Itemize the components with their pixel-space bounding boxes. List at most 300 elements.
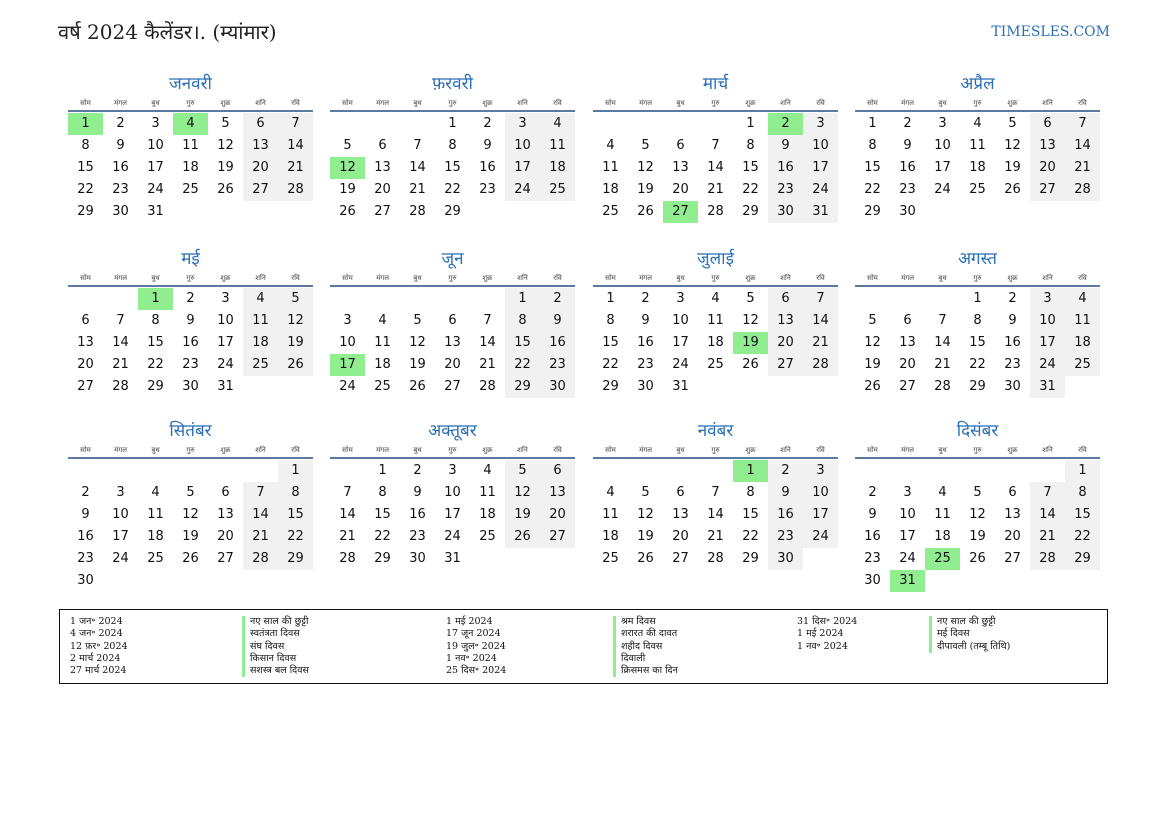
day-cell[interactable]: 11 bbox=[707, 313, 724, 328]
day-cell[interactable]: 20 bbox=[374, 182, 391, 197]
day-cell[interactable]: 26 bbox=[969, 551, 986, 566]
day-cell[interactable]: 10 bbox=[444, 485, 461, 500]
day-cell[interactable]: 4 bbox=[606, 138, 615, 153]
day-cell[interactable]: 13 bbox=[243, 135, 278, 157]
day-cell[interactable]: 15 bbox=[602, 335, 619, 350]
day-cell[interactable]: 12 bbox=[505, 482, 540, 504]
day-cell[interactable]: 27 bbox=[663, 201, 698, 223]
day-cell[interactable]: 14 bbox=[934, 335, 951, 350]
day-cell[interactable]: 31 bbox=[890, 570, 925, 592]
day-cell[interactable]: 5 bbox=[343, 138, 352, 153]
day-cell[interactable]: 21 bbox=[1030, 526, 1065, 548]
day-cell[interactable]: 15 bbox=[969, 335, 986, 350]
day-cell[interactable]: 11 bbox=[934, 507, 951, 522]
day-cell[interactable]: 14 bbox=[409, 160, 426, 175]
day-cell[interactable]: 25 bbox=[969, 182, 986, 197]
day-cell[interactable]: 29 bbox=[147, 379, 164, 394]
day-cell[interactable]: 26 bbox=[637, 204, 654, 219]
day-cell[interactable]: 16 bbox=[182, 335, 199, 350]
day-cell[interactable]: 7 bbox=[1065, 113, 1100, 135]
day-cell[interactable]: 23 bbox=[409, 529, 426, 544]
day-cell[interactable]: 21 bbox=[339, 529, 356, 544]
day-cell[interactable]: 24 bbox=[803, 179, 838, 201]
day-cell[interactable]: 13 bbox=[374, 160, 391, 175]
day-cell[interactable]: 22 bbox=[602, 357, 619, 372]
day-cell[interactable]: 20 bbox=[444, 357, 461, 372]
day-cell[interactable]: 28 bbox=[112, 379, 129, 394]
day-cell[interactable]: 17 bbox=[803, 504, 838, 526]
day-cell[interactable]: 25 bbox=[1065, 354, 1100, 376]
day-cell[interactable]: 12 bbox=[969, 507, 986, 522]
day-cell[interactable]: 10 bbox=[803, 135, 838, 157]
day-cell[interactable]: 12 bbox=[1004, 138, 1021, 153]
day-cell[interactable]: 21 bbox=[278, 157, 313, 179]
day-cell[interactable]: 6 bbox=[81, 313, 90, 328]
day-cell[interactable]: 28 bbox=[934, 379, 951, 394]
day-cell[interactable]: 8 bbox=[505, 310, 540, 332]
day-cell[interactable]: 15 bbox=[864, 160, 881, 175]
day-cell[interactable]: 10 bbox=[147, 138, 164, 153]
day-cell[interactable]: 30 bbox=[899, 204, 916, 219]
day-cell[interactable]: 10 bbox=[899, 507, 916, 522]
day-cell[interactable]: 4 bbox=[378, 313, 387, 328]
site-link[interactable]: TIMESLES.COM bbox=[991, 24, 1110, 40]
day-cell[interactable]: 24 bbox=[339, 379, 356, 394]
day-cell[interactable]: 14 bbox=[479, 335, 496, 350]
day-cell[interactable]: 6 bbox=[768, 288, 803, 310]
day-cell[interactable]: 30 bbox=[768, 201, 803, 223]
day-cell[interactable]: 18 bbox=[602, 182, 619, 197]
day-cell[interactable]: 2 bbox=[81, 485, 90, 500]
day-cell[interactable]: 23 bbox=[768, 526, 803, 548]
day-cell[interactable]: 27 bbox=[1030, 179, 1065, 201]
day-cell[interactable]: 1 bbox=[973, 291, 982, 306]
day-cell[interactable]: 30 bbox=[182, 379, 199, 394]
day-cell[interactable]: 12 bbox=[637, 507, 654, 522]
day-cell[interactable]: 29 bbox=[864, 204, 881, 219]
day-cell[interactable]: 21 bbox=[707, 529, 724, 544]
day-cell[interactable]: 27 bbox=[444, 379, 461, 394]
day-cell[interactable]: 8 bbox=[151, 313, 160, 328]
day-cell[interactable]: 27 bbox=[217, 551, 234, 566]
day-cell[interactable]: 3 bbox=[116, 485, 125, 500]
day-cell[interactable]: 16 bbox=[1004, 335, 1021, 350]
day-cell[interactable]: 30 bbox=[637, 379, 654, 394]
day-cell[interactable]: 7 bbox=[803, 288, 838, 310]
day-cell[interactable]: 7 bbox=[938, 313, 947, 328]
day-cell[interactable]: 28 bbox=[707, 204, 724, 219]
day-cell[interactable]: 23 bbox=[768, 179, 803, 201]
day-cell[interactable]: 27 bbox=[899, 379, 916, 394]
day-cell[interactable]: 2 bbox=[1008, 291, 1017, 306]
day-cell[interactable]: 29 bbox=[969, 379, 986, 394]
day-cell[interactable]: 18 bbox=[707, 335, 724, 350]
day-cell[interactable]: 18 bbox=[969, 160, 986, 175]
day-cell[interactable]: 13 bbox=[768, 310, 803, 332]
day-cell[interactable]: 25 bbox=[602, 204, 619, 219]
day-cell[interactable]: 5 bbox=[641, 138, 650, 153]
day-cell[interactable]: 23 bbox=[112, 182, 129, 197]
day-cell[interactable]: 24 bbox=[934, 182, 951, 197]
day-cell[interactable]: 4 bbox=[606, 485, 615, 500]
day-cell[interactable]: 8 bbox=[81, 138, 90, 153]
day-cell[interactable]: 30 bbox=[112, 204, 129, 219]
day-cell[interactable]: 20 bbox=[899, 357, 916, 372]
day-cell[interactable]: 17 bbox=[672, 335, 689, 350]
day-cell[interactable]: 2 bbox=[903, 116, 912, 131]
day-cell[interactable]: 16 bbox=[77, 529, 94, 544]
day-cell[interactable]: 6 bbox=[1030, 113, 1065, 135]
day-cell[interactable]: 18 bbox=[479, 507, 496, 522]
day-cell[interactable]: 6 bbox=[540, 460, 575, 482]
day-cell[interactable]: 23 bbox=[479, 182, 496, 197]
day-cell[interactable]: 24 bbox=[672, 357, 689, 372]
day-cell[interactable]: 11 bbox=[540, 135, 575, 157]
day-cell[interactable]: 26 bbox=[637, 551, 654, 566]
day-cell[interactable]: 20 bbox=[243, 157, 278, 179]
day-cell[interactable]: 10 bbox=[339, 335, 356, 350]
day-cell[interactable]: 6 bbox=[676, 485, 685, 500]
day-cell[interactable]: 30 bbox=[864, 573, 881, 588]
day-cell[interactable]: 24 bbox=[444, 529, 461, 544]
day-cell[interactable]: 20 bbox=[217, 529, 234, 544]
day-cell[interactable]: 29 bbox=[444, 204, 461, 219]
day-cell[interactable]: 7 bbox=[116, 313, 125, 328]
day-cell[interactable]: 5 bbox=[278, 288, 313, 310]
day-cell[interactable]: 12 bbox=[278, 310, 313, 332]
day-cell[interactable]: 11 bbox=[374, 335, 391, 350]
day-cell[interactable]: 14 bbox=[707, 507, 724, 522]
day-cell[interactable]: 4 bbox=[973, 116, 982, 131]
day-cell[interactable]: 12 bbox=[330, 157, 365, 179]
day-cell[interactable]: 30 bbox=[1004, 379, 1021, 394]
day-cell[interactable]: 23 bbox=[182, 357, 199, 372]
day-cell[interactable]: 13 bbox=[444, 335, 461, 350]
day-cell[interactable]: 15 bbox=[1065, 504, 1100, 526]
day-cell[interactable]: 15 bbox=[77, 160, 94, 175]
day-cell[interactable]: 1 bbox=[505, 288, 540, 310]
day-cell[interactable]: 15 bbox=[444, 160, 461, 175]
day-cell[interactable]: 11 bbox=[182, 138, 199, 153]
day-cell[interactable]: 18 bbox=[147, 529, 164, 544]
day-cell[interactable]: 18 bbox=[934, 529, 951, 544]
day-cell[interactable]: 26 bbox=[1004, 182, 1021, 197]
day-cell[interactable]: 16 bbox=[637, 335, 654, 350]
day-cell[interactable]: 14 bbox=[243, 504, 278, 526]
day-cell[interactable]: 25 bbox=[925, 548, 960, 570]
day-cell[interactable]: 2 bbox=[768, 460, 803, 482]
day-cell[interactable]: 12 bbox=[864, 335, 881, 350]
day-cell[interactable]: 18 bbox=[182, 160, 199, 175]
day-cell[interactable]: 20 bbox=[540, 504, 575, 526]
day-cell[interactable]: 19 bbox=[864, 357, 881, 372]
day-cell[interactable]: 7 bbox=[711, 485, 720, 500]
day-cell[interactable]: 13 bbox=[672, 160, 689, 175]
day-cell[interactable]: 25 bbox=[707, 357, 724, 372]
day-cell[interactable]: 12 bbox=[742, 313, 759, 328]
day-cell[interactable]: 8 bbox=[606, 313, 615, 328]
day-cell[interactable]: 4 bbox=[151, 485, 160, 500]
day-cell[interactable]: 14 bbox=[112, 335, 129, 350]
day-cell[interactable]: 26 bbox=[217, 182, 234, 197]
day-cell[interactable]: 16 bbox=[540, 332, 575, 354]
day-cell[interactable]: 9 bbox=[768, 482, 803, 504]
day-cell[interactable]: 11 bbox=[479, 485, 496, 500]
day-cell[interactable]: 1 bbox=[68, 113, 103, 135]
day-cell[interactable]: 1 bbox=[378, 463, 387, 478]
day-cell[interactable]: 31 bbox=[672, 379, 689, 394]
day-cell[interactable]: 19 bbox=[1004, 160, 1021, 175]
day-cell[interactable]: 5 bbox=[186, 485, 195, 500]
day-cell[interactable]: 3 bbox=[1030, 288, 1065, 310]
day-cell[interactable]: 26 bbox=[339, 204, 356, 219]
day-cell[interactable]: 25 bbox=[374, 379, 391, 394]
day-cell[interactable]: 31 bbox=[444, 551, 461, 566]
day-cell[interactable]: 26 bbox=[409, 379, 426, 394]
day-cell[interactable]: 5 bbox=[505, 460, 540, 482]
day-cell[interactable]: 28 bbox=[409, 204, 426, 219]
day-cell[interactable]: 11 bbox=[602, 160, 619, 175]
day-cell[interactable]: 2 bbox=[116, 116, 125, 131]
day-cell[interactable]: 16 bbox=[112, 160, 129, 175]
day-cell[interactable]: 23 bbox=[540, 354, 575, 376]
day-cell[interactable]: 20 bbox=[672, 529, 689, 544]
day-cell[interactable]: 8 bbox=[448, 138, 457, 153]
day-cell[interactable]: 3 bbox=[221, 291, 230, 306]
day-cell[interactable]: 7 bbox=[483, 313, 492, 328]
day-cell[interactable]: 13 bbox=[540, 482, 575, 504]
day-cell[interactable]: 10 bbox=[934, 138, 951, 153]
day-cell[interactable]: 21 bbox=[479, 357, 496, 372]
day-cell[interactable]: 14 bbox=[1065, 135, 1100, 157]
day-cell[interactable]: 9 bbox=[413, 485, 422, 500]
day-cell[interactable]: 10 bbox=[217, 313, 234, 328]
day-cell[interactable]: 3 bbox=[343, 313, 352, 328]
day-cell[interactable]: 29 bbox=[505, 376, 540, 398]
day-cell[interactable]: 28 bbox=[339, 551, 356, 566]
day-cell[interactable]: 25 bbox=[602, 551, 619, 566]
day-cell[interactable]: 26 bbox=[864, 379, 881, 394]
day-cell[interactable]: 7 bbox=[711, 138, 720, 153]
day-cell[interactable]: 29 bbox=[602, 379, 619, 394]
day-cell[interactable]: 8 bbox=[746, 485, 755, 500]
day-cell[interactable]: 27 bbox=[768, 354, 803, 376]
day-cell[interactable]: 17 bbox=[112, 529, 129, 544]
day-cell[interactable]: 19 bbox=[182, 529, 199, 544]
day-cell[interactable]: 5 bbox=[1008, 116, 1017, 131]
day-cell[interactable]: 16 bbox=[768, 157, 803, 179]
day-cell[interactable]: 3 bbox=[803, 460, 838, 482]
day-cell[interactable]: 10 bbox=[672, 313, 689, 328]
day-cell[interactable]: 19 bbox=[969, 529, 986, 544]
day-cell[interactable]: 12 bbox=[182, 507, 199, 522]
day-cell[interactable]: 2 bbox=[868, 485, 877, 500]
day-cell[interactable]: 20 bbox=[768, 332, 803, 354]
day-cell[interactable]: 18 bbox=[1065, 332, 1100, 354]
day-cell[interactable]: 4 bbox=[540, 113, 575, 135]
day-cell[interactable]: 25 bbox=[540, 179, 575, 201]
day-cell[interactable]: 8 bbox=[378, 485, 387, 500]
day-cell[interactable]: 16 bbox=[899, 160, 916, 175]
day-cell[interactable]: 23 bbox=[637, 357, 654, 372]
day-cell[interactable]: 31 bbox=[1030, 376, 1065, 398]
day-cell[interactable]: 12 bbox=[637, 160, 654, 175]
day-cell[interactable]: 22 bbox=[374, 529, 391, 544]
day-cell[interactable]: 22 bbox=[1065, 526, 1100, 548]
day-cell[interactable]: 19 bbox=[278, 332, 313, 354]
day-cell[interactable]: 29 bbox=[1065, 548, 1100, 570]
day-cell[interactable]: 3 bbox=[938, 116, 947, 131]
day-cell[interactable]: 20 bbox=[1004, 529, 1021, 544]
day-cell[interactable]: 10 bbox=[112, 507, 129, 522]
day-cell[interactable]: 1 bbox=[278, 460, 313, 482]
day-cell[interactable]: 10 bbox=[803, 482, 838, 504]
day-cell[interactable]: 18 bbox=[243, 332, 278, 354]
day-cell[interactable]: 24 bbox=[217, 357, 234, 372]
day-cell[interactable]: 13 bbox=[217, 507, 234, 522]
day-cell[interactable]: 23 bbox=[1004, 357, 1021, 372]
day-cell[interactable]: 17 bbox=[934, 160, 951, 175]
day-cell[interactable]: 15 bbox=[374, 507, 391, 522]
day-cell[interactable]: 9 bbox=[186, 313, 195, 328]
day-cell[interactable]: 4 bbox=[243, 288, 278, 310]
day-cell[interactable]: 31 bbox=[217, 379, 234, 394]
day-cell[interactable]: 22 bbox=[147, 357, 164, 372]
day-cell[interactable]: 6 bbox=[448, 313, 457, 328]
day-cell[interactable]: 13 bbox=[672, 507, 689, 522]
day-cell[interactable]: 30 bbox=[77, 573, 94, 588]
day-cell[interactable]: 4 bbox=[711, 291, 720, 306]
day-cell[interactable]: 12 bbox=[217, 138, 234, 153]
day-cell[interactable]: 5 bbox=[746, 291, 755, 306]
day-cell[interactable]: 25 bbox=[243, 354, 278, 376]
day-cell[interactable]: 15 bbox=[742, 507, 759, 522]
day-cell[interactable]: 26 bbox=[182, 551, 199, 566]
day-cell[interactable]: 27 bbox=[540, 526, 575, 548]
day-cell[interactable]: 11 bbox=[1065, 310, 1100, 332]
day-cell[interactable]: 13 bbox=[899, 335, 916, 350]
day-cell[interactable]: 17 bbox=[330, 354, 365, 376]
day-cell[interactable]: 11 bbox=[969, 138, 986, 153]
day-cell[interactable]: 5 bbox=[413, 313, 422, 328]
day-cell[interactable]: 27 bbox=[243, 179, 278, 201]
day-cell[interactable]: 3 bbox=[803, 113, 838, 135]
day-cell[interactable]: 31 bbox=[147, 204, 164, 219]
day-cell[interactable]: 7 bbox=[413, 138, 422, 153]
day-cell[interactable]: 31 bbox=[803, 201, 838, 223]
day-cell[interactable]: 8 bbox=[868, 138, 877, 153]
day-cell[interactable]: 17 bbox=[899, 529, 916, 544]
day-cell[interactable]: 28 bbox=[479, 379, 496, 394]
day-cell[interactable]: 21 bbox=[409, 182, 426, 197]
day-cell[interactable]: 20 bbox=[672, 182, 689, 197]
day-cell[interactable]: 9 bbox=[540, 310, 575, 332]
day-cell[interactable]: 25 bbox=[479, 529, 496, 544]
day-cell[interactable]: 27 bbox=[672, 551, 689, 566]
day-cell[interactable]: 18 bbox=[602, 529, 619, 544]
day-cell[interactable]: 14 bbox=[1030, 504, 1065, 526]
day-cell[interactable]: 17 bbox=[444, 507, 461, 522]
day-cell[interactable]: 15 bbox=[147, 335, 164, 350]
day-cell[interactable]: 5 bbox=[221, 116, 230, 131]
day-cell[interactable]: 22 bbox=[444, 182, 461, 197]
day-cell[interactable]: 15 bbox=[742, 160, 759, 175]
day-cell[interactable]: 27 bbox=[77, 379, 94, 394]
day-cell[interactable]: 13 bbox=[1030, 135, 1065, 157]
day-cell[interactable]: 9 bbox=[81, 507, 90, 522]
day-cell[interactable]: 8 bbox=[278, 482, 313, 504]
day-cell[interactable]: 24 bbox=[899, 551, 916, 566]
day-cell[interactable]: 12 bbox=[409, 335, 426, 350]
day-cell[interactable]: 8 bbox=[746, 138, 755, 153]
day-cell[interactable]: 7 bbox=[278, 113, 313, 135]
day-cell[interactable]: 30 bbox=[540, 376, 575, 398]
day-cell[interactable]: 8 bbox=[1065, 482, 1100, 504]
day-cell[interactable]: 19 bbox=[217, 160, 234, 175]
day-cell[interactable]: 28 bbox=[243, 548, 278, 570]
day-cell[interactable]: 3 bbox=[505, 113, 540, 135]
day-cell[interactable]: 9 bbox=[768, 135, 803, 157]
day-cell[interactable]: 2 bbox=[413, 463, 422, 478]
day-cell[interactable]: 22 bbox=[742, 182, 759, 197]
day-cell[interactable]: 6 bbox=[378, 138, 387, 153]
day-cell[interactable]: 17 bbox=[505, 157, 540, 179]
day-cell[interactable]: 25 bbox=[182, 182, 199, 197]
day-cell[interactable]: 27 bbox=[374, 204, 391, 219]
day-cell[interactable]: 15 bbox=[278, 504, 313, 526]
day-cell[interactable]: 1 bbox=[448, 116, 457, 131]
day-cell[interactable]: 9 bbox=[1008, 313, 1017, 328]
day-cell[interactable]: 10 bbox=[505, 135, 540, 157]
day-cell[interactable]: 25 bbox=[147, 551, 164, 566]
day-cell[interactable]: 21 bbox=[112, 357, 129, 372]
day-cell[interactable]: 17 bbox=[217, 335, 234, 350]
day-cell[interactable]: 28 bbox=[1065, 179, 1100, 201]
day-cell[interactable]: 28 bbox=[707, 551, 724, 566]
day-cell[interactable]: 6 bbox=[243, 113, 278, 135]
day-cell[interactable]: 17 bbox=[147, 160, 164, 175]
day-cell[interactable]: 10 bbox=[1030, 310, 1065, 332]
day-cell[interactable]: 23 bbox=[77, 551, 94, 566]
day-cell[interactable]: 14 bbox=[278, 135, 313, 157]
day-cell[interactable]: 28 bbox=[278, 179, 313, 201]
day-cell[interactable]: 6 bbox=[221, 485, 230, 500]
day-cell[interactable]: 2 bbox=[768, 113, 803, 135]
day-cell[interactable]: 23 bbox=[864, 551, 881, 566]
day-cell[interactable]: 2 bbox=[540, 288, 575, 310]
day-cell[interactable]: 14 bbox=[707, 160, 724, 175]
day-cell[interactable]: 7 bbox=[1030, 482, 1065, 504]
day-cell[interactable]: 5 bbox=[641, 485, 650, 500]
day-cell[interactable]: 9 bbox=[868, 507, 877, 522]
day-cell[interactable]: 26 bbox=[505, 526, 540, 548]
day-cell[interactable]: 16 bbox=[864, 529, 881, 544]
day-cell[interactable]: 24 bbox=[112, 551, 129, 566]
day-cell[interactable]: 21 bbox=[803, 332, 838, 354]
day-cell[interactable]: 19 bbox=[733, 332, 768, 354]
day-cell[interactable]: 14 bbox=[339, 507, 356, 522]
day-cell[interactable]: 29 bbox=[374, 551, 391, 566]
day-cell[interactable]: 24 bbox=[147, 182, 164, 197]
day-cell[interactable]: 4 bbox=[173, 113, 208, 135]
day-cell[interactable]: 13 bbox=[77, 335, 94, 350]
day-cell[interactable]: 22 bbox=[864, 182, 881, 197]
day-cell[interactable]: 11 bbox=[243, 310, 278, 332]
day-cell[interactable]: 22 bbox=[505, 354, 540, 376]
day-cell[interactable]: 18 bbox=[540, 157, 575, 179]
day-cell[interactable]: 19 bbox=[409, 357, 426, 372]
day-cell[interactable]: 16 bbox=[768, 504, 803, 526]
